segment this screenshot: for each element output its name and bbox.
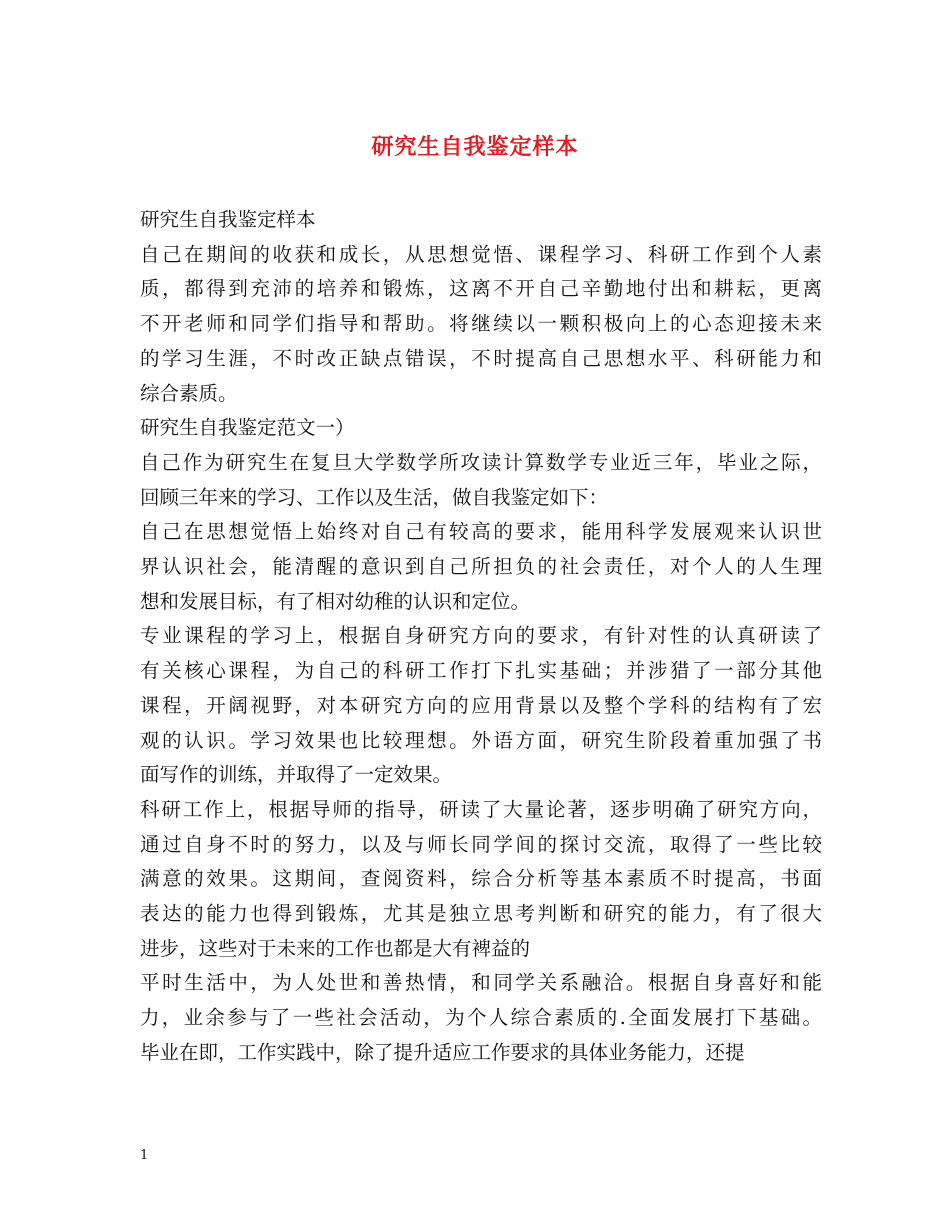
paragraph (140, 203, 822, 238)
paragraph-line: 质，都得到充沛的培养和锻炼，这离不开自己辛勤地付出和耕耘，更离 (140, 277, 822, 301)
paragraph (140, 411, 822, 446)
paragraph (140, 446, 822, 515)
document-body (140, 203, 822, 1071)
paragraph (140, 515, 822, 619)
paragraph-line: 有关核心课程，为自己的科研工作打下扎实基础；并涉猎了一部分其他 (140, 659, 822, 683)
paragraph-line: 科研工作上，根据导师的指导，研读了大量论著，逐步明确了研究方向， (140, 797, 822, 821)
paragraph-line: 平时生活中，为人处世和善热情，和同学关系融洽。根据自身喜好和能 (140, 971, 822, 995)
paragraph-line: 进步，这些对于未来的工作也都是大有裨益的 (140, 936, 531, 960)
paragraph-line: 研究生自我鉴定范文一） (140, 416, 355, 440)
paragraph-line: 表达的能力也得到锻炼，尤其是独立思考判断和研究的能力，有了很大 (140, 902, 822, 926)
paragraph-line: 的学习生涯，不时改正缺点错误，不时提高自己思想水平、科研能力和 (140, 346, 822, 370)
paragraph-line: 自己在思想觉悟上始终对自己有较高的要求，能用科学发展观来认识世 (140, 520, 822, 544)
paragraph-line: 不开老师和同学们指导和帮助。将继续以一颗积极向上的心态迎接未来 (140, 312, 822, 336)
paragraph-line: 观的认识。学习效果也比较理想。外语方面，研究生阶段着重加强了书 (140, 728, 822, 752)
paragraph-line: 想和发展目标，有了相对幼稚的认识和定位。 (140, 589, 531, 613)
paragraph (140, 793, 822, 967)
paragraph-line: 自己在期间的收获和成长，从思想觉悟、课程学习、科研工作到个人素 (140, 242, 822, 266)
paragraph-line: 通过自身不时的努力，以及与师长同学间的探讨交流，取得了一些比较 (140, 832, 822, 856)
paragraph-line: 研究生自我鉴定样本 (140, 208, 316, 231)
paragraph-line: 界认识社会，能清醒的意识到自己所担负的社会责任，对个人的人生理 (140, 555, 822, 579)
document-title: 研究生自我鉴定样本 (371, 134, 579, 160)
paragraph-line: 综合素质。 (140, 381, 238, 405)
paragraph (140, 238, 822, 412)
paragraph-line: 专业课程的学习上，根据自身研究方向的要求，有针对性的认真研读了 (140, 624, 822, 648)
paragraph-line: 回顾三年来的学习、工作以及生活，做自我鉴定如下： (140, 485, 609, 509)
paragraph-line: 满意的效果。这期间，查阅资料，综合分析等基本素质不时提高，书面 (140, 867, 822, 891)
paragraph-line: 力，业余参与了一些社会活动，为个人综合素质的.全面发展打下基础。 (140, 1006, 822, 1030)
paragraph-line: 自己作为研究生在复旦大学数学所攻读计算数学专业近三年，毕业之际， (140, 450, 822, 474)
page-number: 1 (140, 1148, 149, 1163)
paragraph-line: 面写作的训练，并取得了一定效果。 (140, 763, 453, 787)
paragraph (140, 619, 822, 793)
paragraph-line: 毕业在即，工作实践中，除了提升适应工作要求的具体业务能力，还提 (140, 1040, 745, 1064)
paragraph-line: 课程，开阔视野，对本研究方向的应用背景以及整个学科的结构有了宏 (140, 693, 822, 717)
paragraph (140, 966, 822, 1070)
